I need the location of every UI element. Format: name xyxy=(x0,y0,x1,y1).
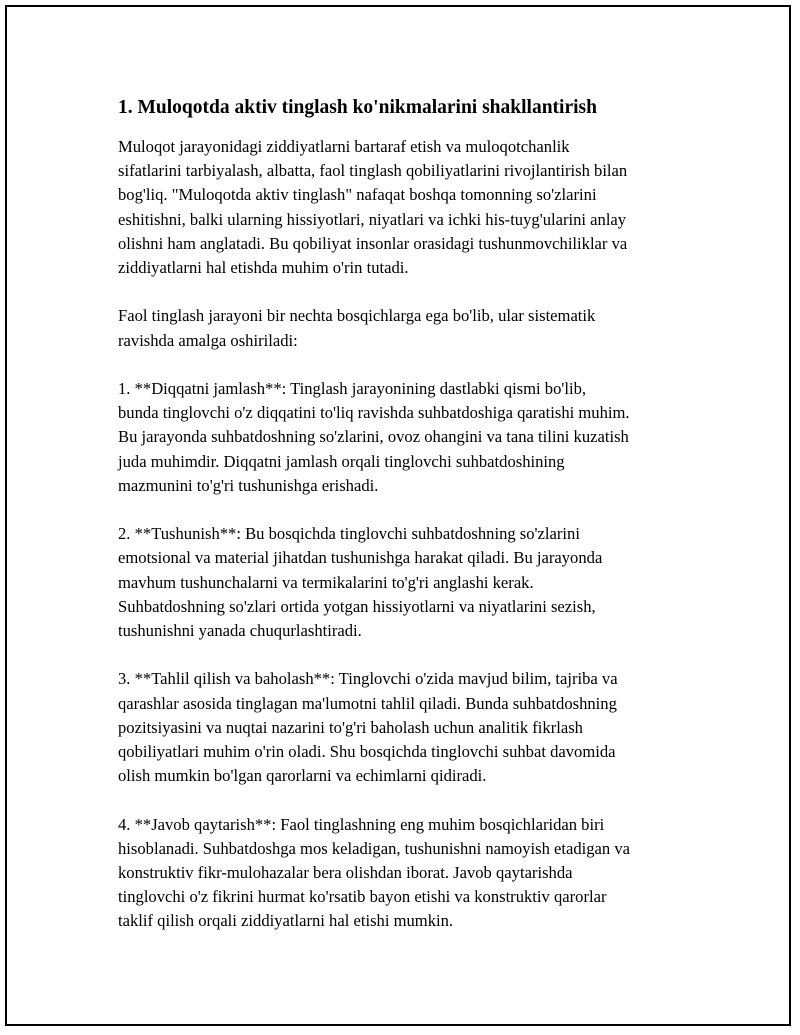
document-body xyxy=(118,96,690,958)
section-heading: 1. Muloqotda aktiv tinglash ko'nikmalarini shakllantirish xyxy=(118,97,597,118)
paragraph-stage-1: 1. **Diqqatni jamlash**: Tinglash jarayonining dastlabki qismi bo'lib, bunda tinglovchi o'z diqqatini to'liq ravishda suhbatdoshiga qaratishi muhim. Bu jarayonda suhbatdoshning so'zlarini, ovoz ohangini va tana tilini kuzatish juda muhimdir. Diqqatni jamlash orqali tinglovchi suhbatdoshining mazmunini to'g'ri tushunishga erishadi. xyxy=(118,379,630,495)
paragraph-stages-intro: Faol tinglash jarayoni bir nechta bosqichlarga ega bo'lib, ular sistematik ravishda amalga oshiriladi: xyxy=(118,306,596,350)
paragraph-stage-4: 4. **Javob qaytarish**: Faol tinglashning eng muhim bosqichlaridan biri hisoblanadi. Suhbatdoshga mos keladigan, tushunishni namoyish etadigan va konstruktiv fikr-mulohazalar bera olishdan iborat. Javob qaytarishda tinglovchi o'z fikrini hurmat ko'rsatib bayon etishi va konstruktiv qarorlar taklif qilish orqali ziddiyatlarni hal etishi mumkin. xyxy=(118,814,631,931)
paragraph-stage-2: 2. **Tushunish**: Bu bosqichda tinglovchi suhbatdoshning so'zlarini emotsional va material jihatdan tushunishga harakat qiladi. Bu jarayonda mavhum tushunchalarni va termikalarini to'g'ri anglashi kerak. Suhbatdoshning so'zlari ortida yotgan hissiyotlarni va niyatlarini sezish, tushunishni yanada chuqurlashtiradi. xyxy=(118,524,603,641)
paragraph-intro: Muloqot jarayonidagi ziddiyatlarni bartaraf etish va muloqotchanlik sifatlarini tarbiyalash, albatta, faol tinglash qobiliyatlarini rivojlantirish bilan bog'liq. "Muloqotda aktiv tinglash" nafaqat boshqa tomonning so'zlarini eshitishni, balki ularning hissiyotlari, niyatlari va ichki his-tuyg'ularini anlay olishni ham anglatadi. Bu qobiliyat insonlar orasidagi tushunmovchiliklar va ziddiyatlarni hal etishda muhim o'rin tutadi. xyxy=(118,137,628,278)
paragraph-stage-3: 3. **Tahlil qilish va baholash**: Tinglovchi o'zida mavjud bilim, tajriba va qarashlar asosida tinglagan ma'lumotni tahlil qiladi. Bunda suhbatdoshning pozitsiyasini va nuqtai nazarini to'g'ri baholash uchun analitik fikrlash qobiliyatlari muhim o'rin oladi. Shu bosqichda tinglovchi suhbat davomida olish mumkin bo'lgan qarorlarni va echimlarni qidiradi. xyxy=(118,669,618,786)
